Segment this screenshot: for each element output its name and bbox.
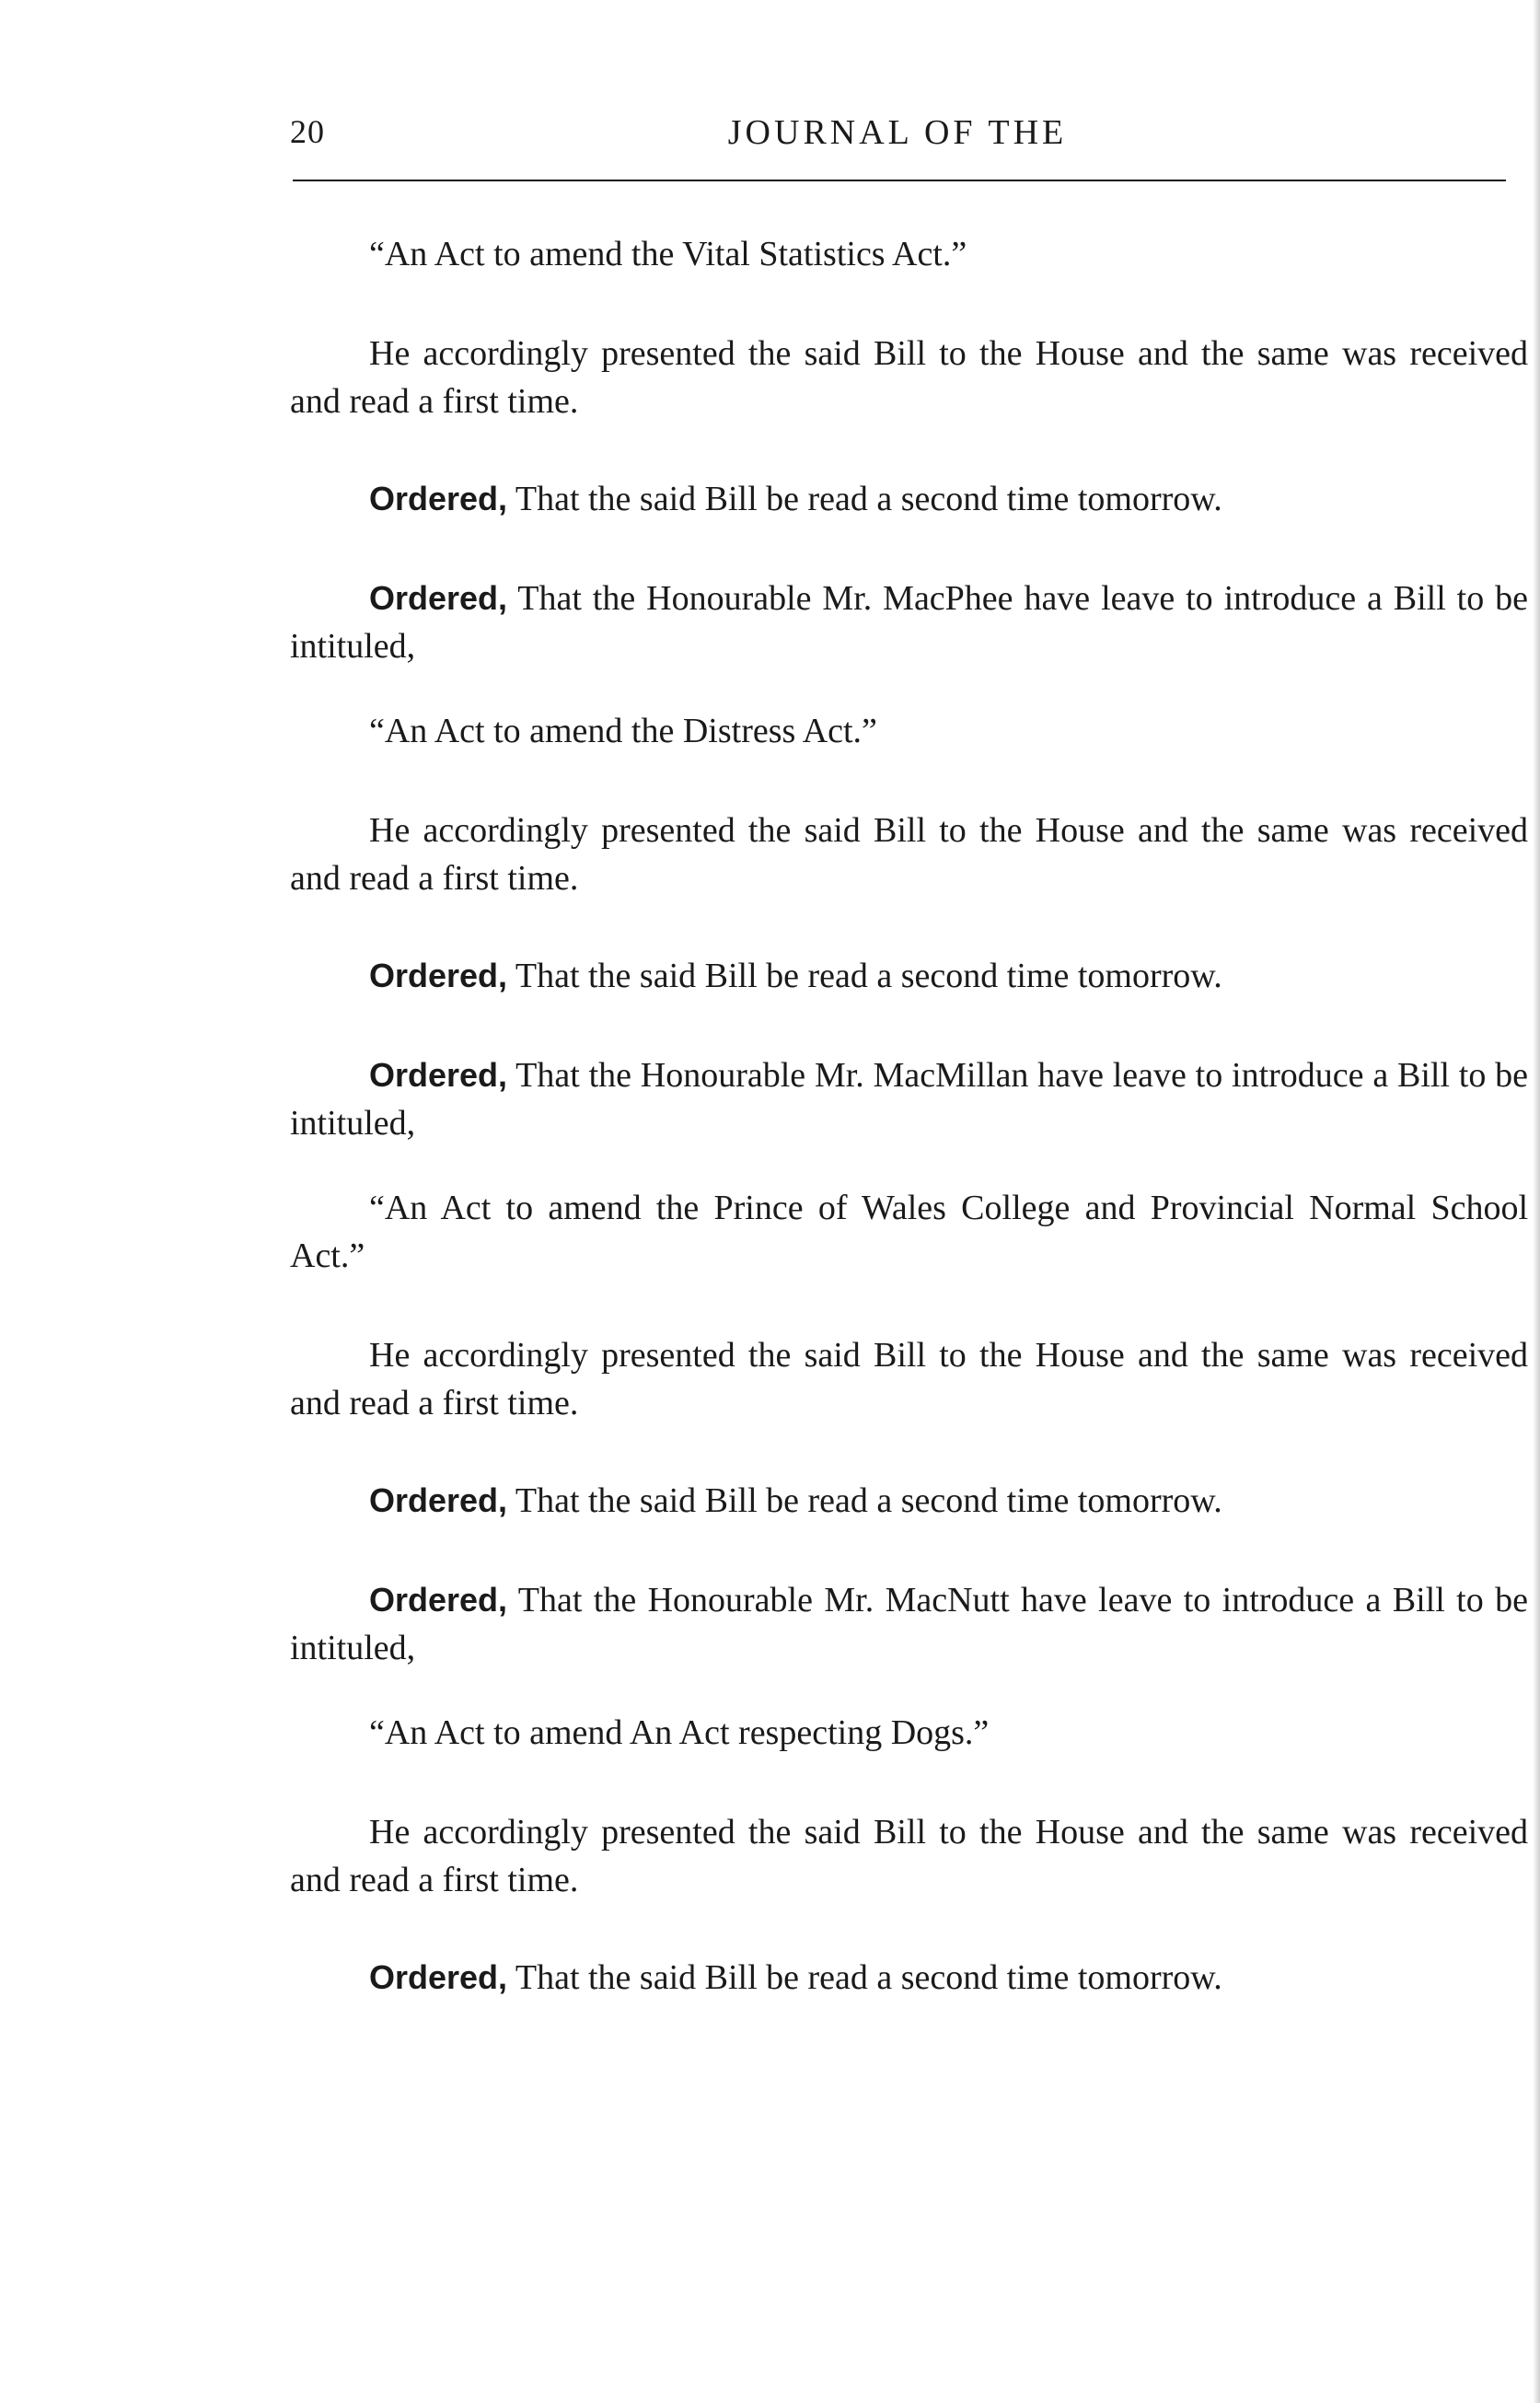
order-second-reading: Ordered, That the said Bill be read a second time tomorrow. xyxy=(369,1958,1222,1997)
journal-body xyxy=(290,230,1528,2002)
order-leave-macphee: Ordered, That the Honourable Mr. MacPhee have leave to introduce a Bill to be intituled, xyxy=(290,579,1528,666)
ordered-label: Ordered, xyxy=(369,1581,508,1619)
page-edge-shadow xyxy=(1533,0,1540,2403)
ordered-label: Ordered, xyxy=(369,480,508,517)
bill-title-dogs: “An Act to amend An Act respecting Dogs.” xyxy=(369,1713,990,1752)
bill-presented-paragraph: He accordingly presented the said Bill to the House and the same was received and read a first time. xyxy=(290,1813,1528,1899)
running-head: JOURNAL OF THE xyxy=(727,113,1068,152)
ordered-label: Ordered, xyxy=(369,957,508,994)
order-second-reading: Ordered, That the said Bill be read a second time tomorrow. xyxy=(369,1481,1222,1520)
bill-presented-paragraph: He accordingly presented the said Bill to the House and the same was received and read a first time. xyxy=(290,334,1528,421)
order-leave-macmillan: Ordered, That the Honourable Mr. MacMillan have leave to introduce a Bill to be intituled, xyxy=(290,1056,1528,1143)
page-header xyxy=(290,112,1505,168)
ordered-label: Ordered, xyxy=(369,1056,508,1094)
bill-presented-paragraph: He accordingly presented the said Bill to the House and the same was received and read a first time. xyxy=(290,811,1528,898)
ordered-label: Ordered, xyxy=(369,1958,508,1996)
bill-title-prince-of-wales-college: “An Act to amend the Prince of Wales College and Provincial Normal School Act.” xyxy=(290,1189,1528,1275)
order-leave-macnutt: Ordered, That the Honourable Mr. MacNutt have leave to introduce a Bill to be intituled, xyxy=(290,1581,1528,1667)
bill-title-distress: “An Act to amend the Distress Act.” xyxy=(369,712,877,750)
order-second-reading: Ordered, That the said Bill be read a second time tomorrow. xyxy=(369,480,1222,518)
ordered-label: Ordered, xyxy=(369,579,508,617)
page-number: 20 xyxy=(290,113,325,150)
ordered-label: Ordered, xyxy=(369,1481,508,1519)
header-rule xyxy=(293,180,1506,181)
bill-presented-paragraph: He accordingly presented the said Bill to the House and the same was received and read a first time. xyxy=(290,1336,1528,1422)
order-second-reading: Ordered, That the said Bill be read a second time tomorrow. xyxy=(369,957,1222,995)
bill-title-vital-statistics: “An Act to amend the Vital Statistics Act.” xyxy=(369,235,967,273)
